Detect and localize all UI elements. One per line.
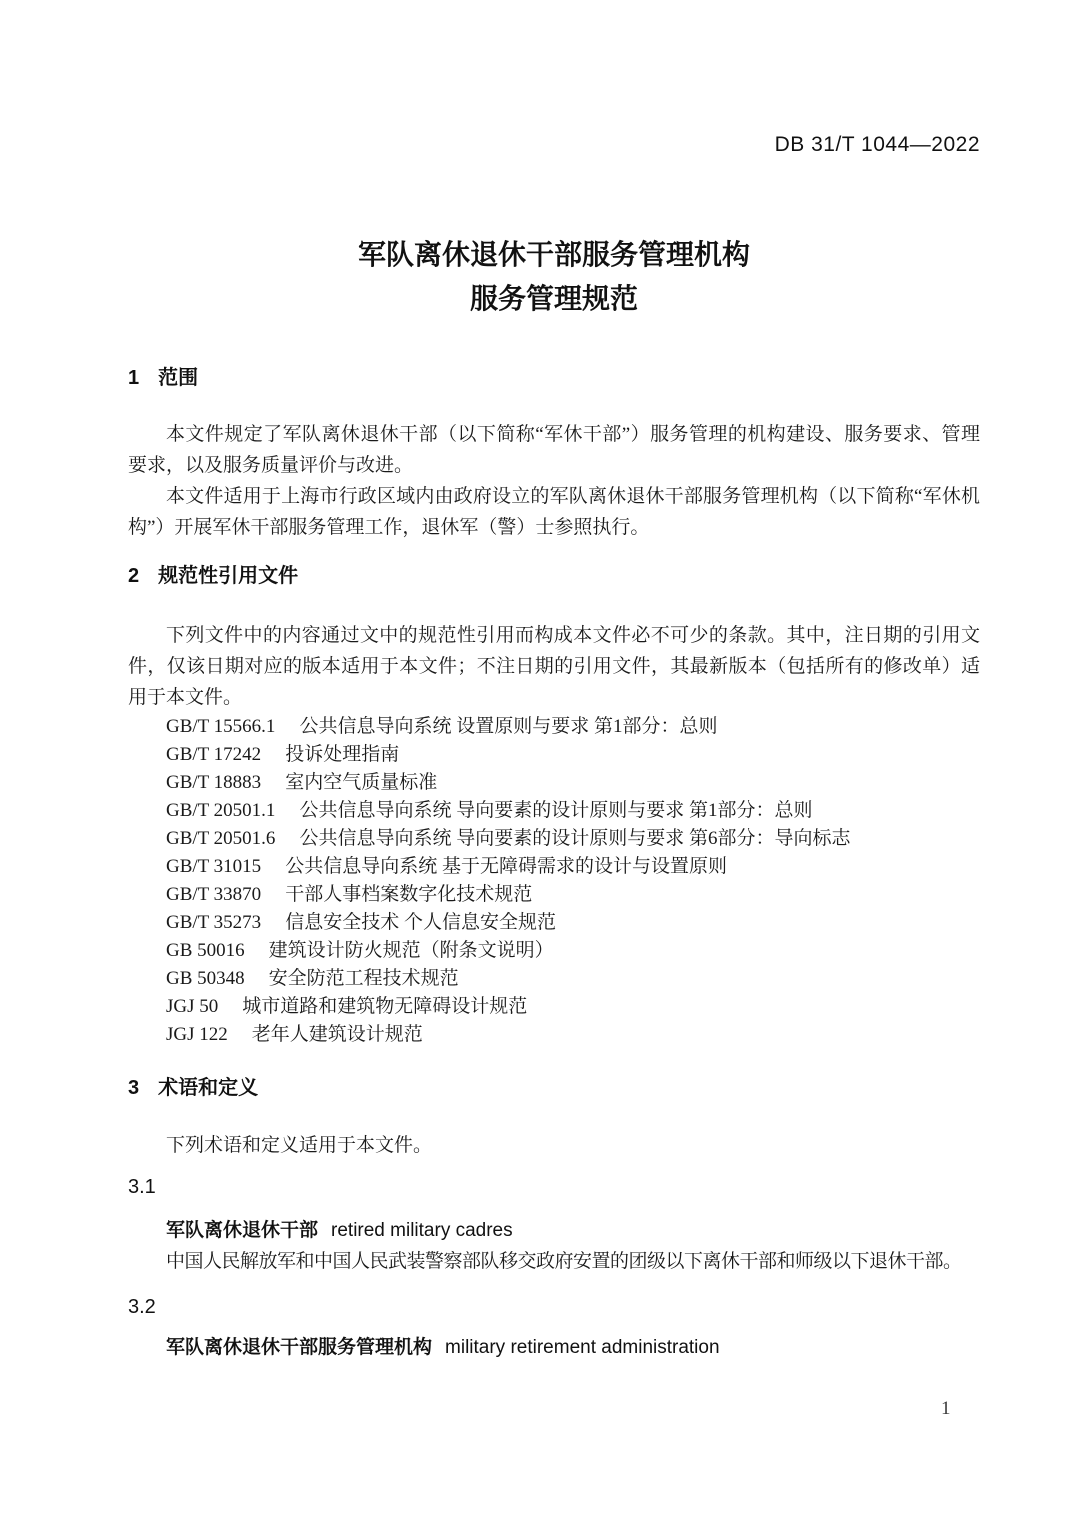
term-3-1-zh: 军队离休退休干部 (166, 1220, 319, 1241)
reference-item (166, 713, 980, 741)
reference-code: GB 50016 (166, 940, 245, 961)
terms-intro: 下列术语和定义适用于本文件。 (166, 1135, 433, 1156)
reference-code: GB/T 33870 (166, 884, 262, 905)
term-3-2-title (166, 1332, 980, 1363)
document-body (128, 365, 980, 1363)
document-title (128, 233, 980, 321)
reference-code: GB/T 18883 (166, 772, 262, 793)
reference-title: 干部人事档案数字化技术规范 (285, 884, 533, 905)
section-3-heading (128, 1075, 980, 1102)
scope-paragraph-1: 本文件规定了军队离休退休干部（以下简称“军休干部”）服务管理的机构建设、服务要求、管理要求，以及服务质量评价与改进。 (128, 424, 980, 476)
reference-title: 公共信息导向系统 导向要素的设计原则与要求 第6部分：导向标志 (299, 828, 851, 849)
reference-code: JGJ 122 (166, 1024, 228, 1045)
reference-code: GB/T 20501.6 (166, 828, 276, 849)
page-number: 1 (941, 1398, 951, 1419)
reference-item (166, 853, 980, 881)
reference-title: 公共信息导向系统 设置原则与要求 第1部分：总则 (299, 716, 718, 737)
term-3-2-zh: 军队离休退休干部服务管理机构 (166, 1337, 433, 1358)
reference-code: GB/T 15566.1 (166, 716, 276, 737)
reference-title: 建筑设计防火规范（附条文说明） (268, 940, 554, 961)
term-3-2 (166, 1332, 980, 1363)
reference-code: GB/T 35273 (166, 912, 262, 933)
reference-code: GB/T 17242 (166, 744, 262, 765)
reference-item (166, 825, 980, 853)
reference-title: 老年人建筑设计规范 (251, 1024, 423, 1045)
reference-title: 公共信息导向系统 导向要素的设计原则与要求 第1部分：总则 (299, 800, 813, 821)
doc-number: DB 31/T 1044—2022 (774, 133, 980, 156)
reference-code: JGJ 50 (166, 996, 219, 1017)
term-3-2-en: military retirement administration (445, 1337, 720, 1358)
reference-item (166, 797, 980, 825)
reference-code: GB 50348 (166, 968, 245, 989)
term-3-1-number: 3.1 (128, 1176, 156, 1198)
section-1-number: 1 (128, 367, 140, 389)
reference-code: GB/T 31015 (166, 856, 262, 877)
reference-title: 室内空气质量标准 (285, 772, 438, 793)
section-1-title: 范围 (158, 367, 199, 389)
reference-title: 安全防范工程技术规范 (268, 968, 459, 989)
term-3-1-definition: 中国人民解放军和中国人民武装警察部队移交政府安置的团级以下离休干部和师级以下退休干部。 (166, 1251, 962, 1272)
reference-code: GB/T 20501.1 (166, 800, 276, 821)
term-3-2-number: 3.2 (128, 1296, 156, 1318)
document-title-line2: 服务管理规范 (469, 283, 638, 314)
references-intro: 下列文件中的内容通过文中的规范性引用而构成本文件必不可少的条款。其中，注日期的引用文件，仅该日期对应的版本适用于本文件；不注日期的引用文件，其最新版本（包括所有的修改单）适用于本文件。 (128, 625, 980, 708)
reference-item (166, 937, 980, 965)
reference-item (166, 741, 980, 769)
section-2-heading (128, 563, 980, 590)
reference-item (166, 881, 980, 909)
document-title-line1: 军队离休退休干部服务管理机构 (357, 239, 750, 270)
reference-title: 公共信息导向系统 基于无障碍需求的设计与设置原则 (285, 856, 727, 877)
section-2-title: 规范性引用文件 (158, 565, 299, 587)
reference-item (166, 965, 980, 993)
reference-item (166, 1021, 980, 1049)
reference-title: 城市道路和建筑物无障碍设计规范 (242, 996, 528, 1017)
reference-item (166, 993, 980, 1021)
section-3-number: 3 (128, 1077, 140, 1099)
section-2-number: 2 (128, 565, 140, 587)
term-3-1 (166, 1215, 980, 1277)
reference-item (166, 909, 980, 937)
scope-paragraph-2: 本文件适用于上海市行政区域内由政府设立的军队离休退休干部服务管理机构（以下简称“军休机构”）开展军休干部服务管理工作，退休军（警）士参照执行。 (128, 486, 980, 538)
reference-title: 投诉处理指南 (285, 744, 400, 765)
reference-item (166, 769, 980, 797)
term-3-1-en: retired military cadres (331, 1220, 513, 1241)
section-1-heading (128, 365, 980, 392)
term-3-1-title (166, 1215, 980, 1246)
reference-title: 信息安全技术 个人信息安全规范 (285, 912, 556, 933)
section-3-title: 术语和定义 (158, 1077, 259, 1099)
references-list (128, 713, 980, 1049)
